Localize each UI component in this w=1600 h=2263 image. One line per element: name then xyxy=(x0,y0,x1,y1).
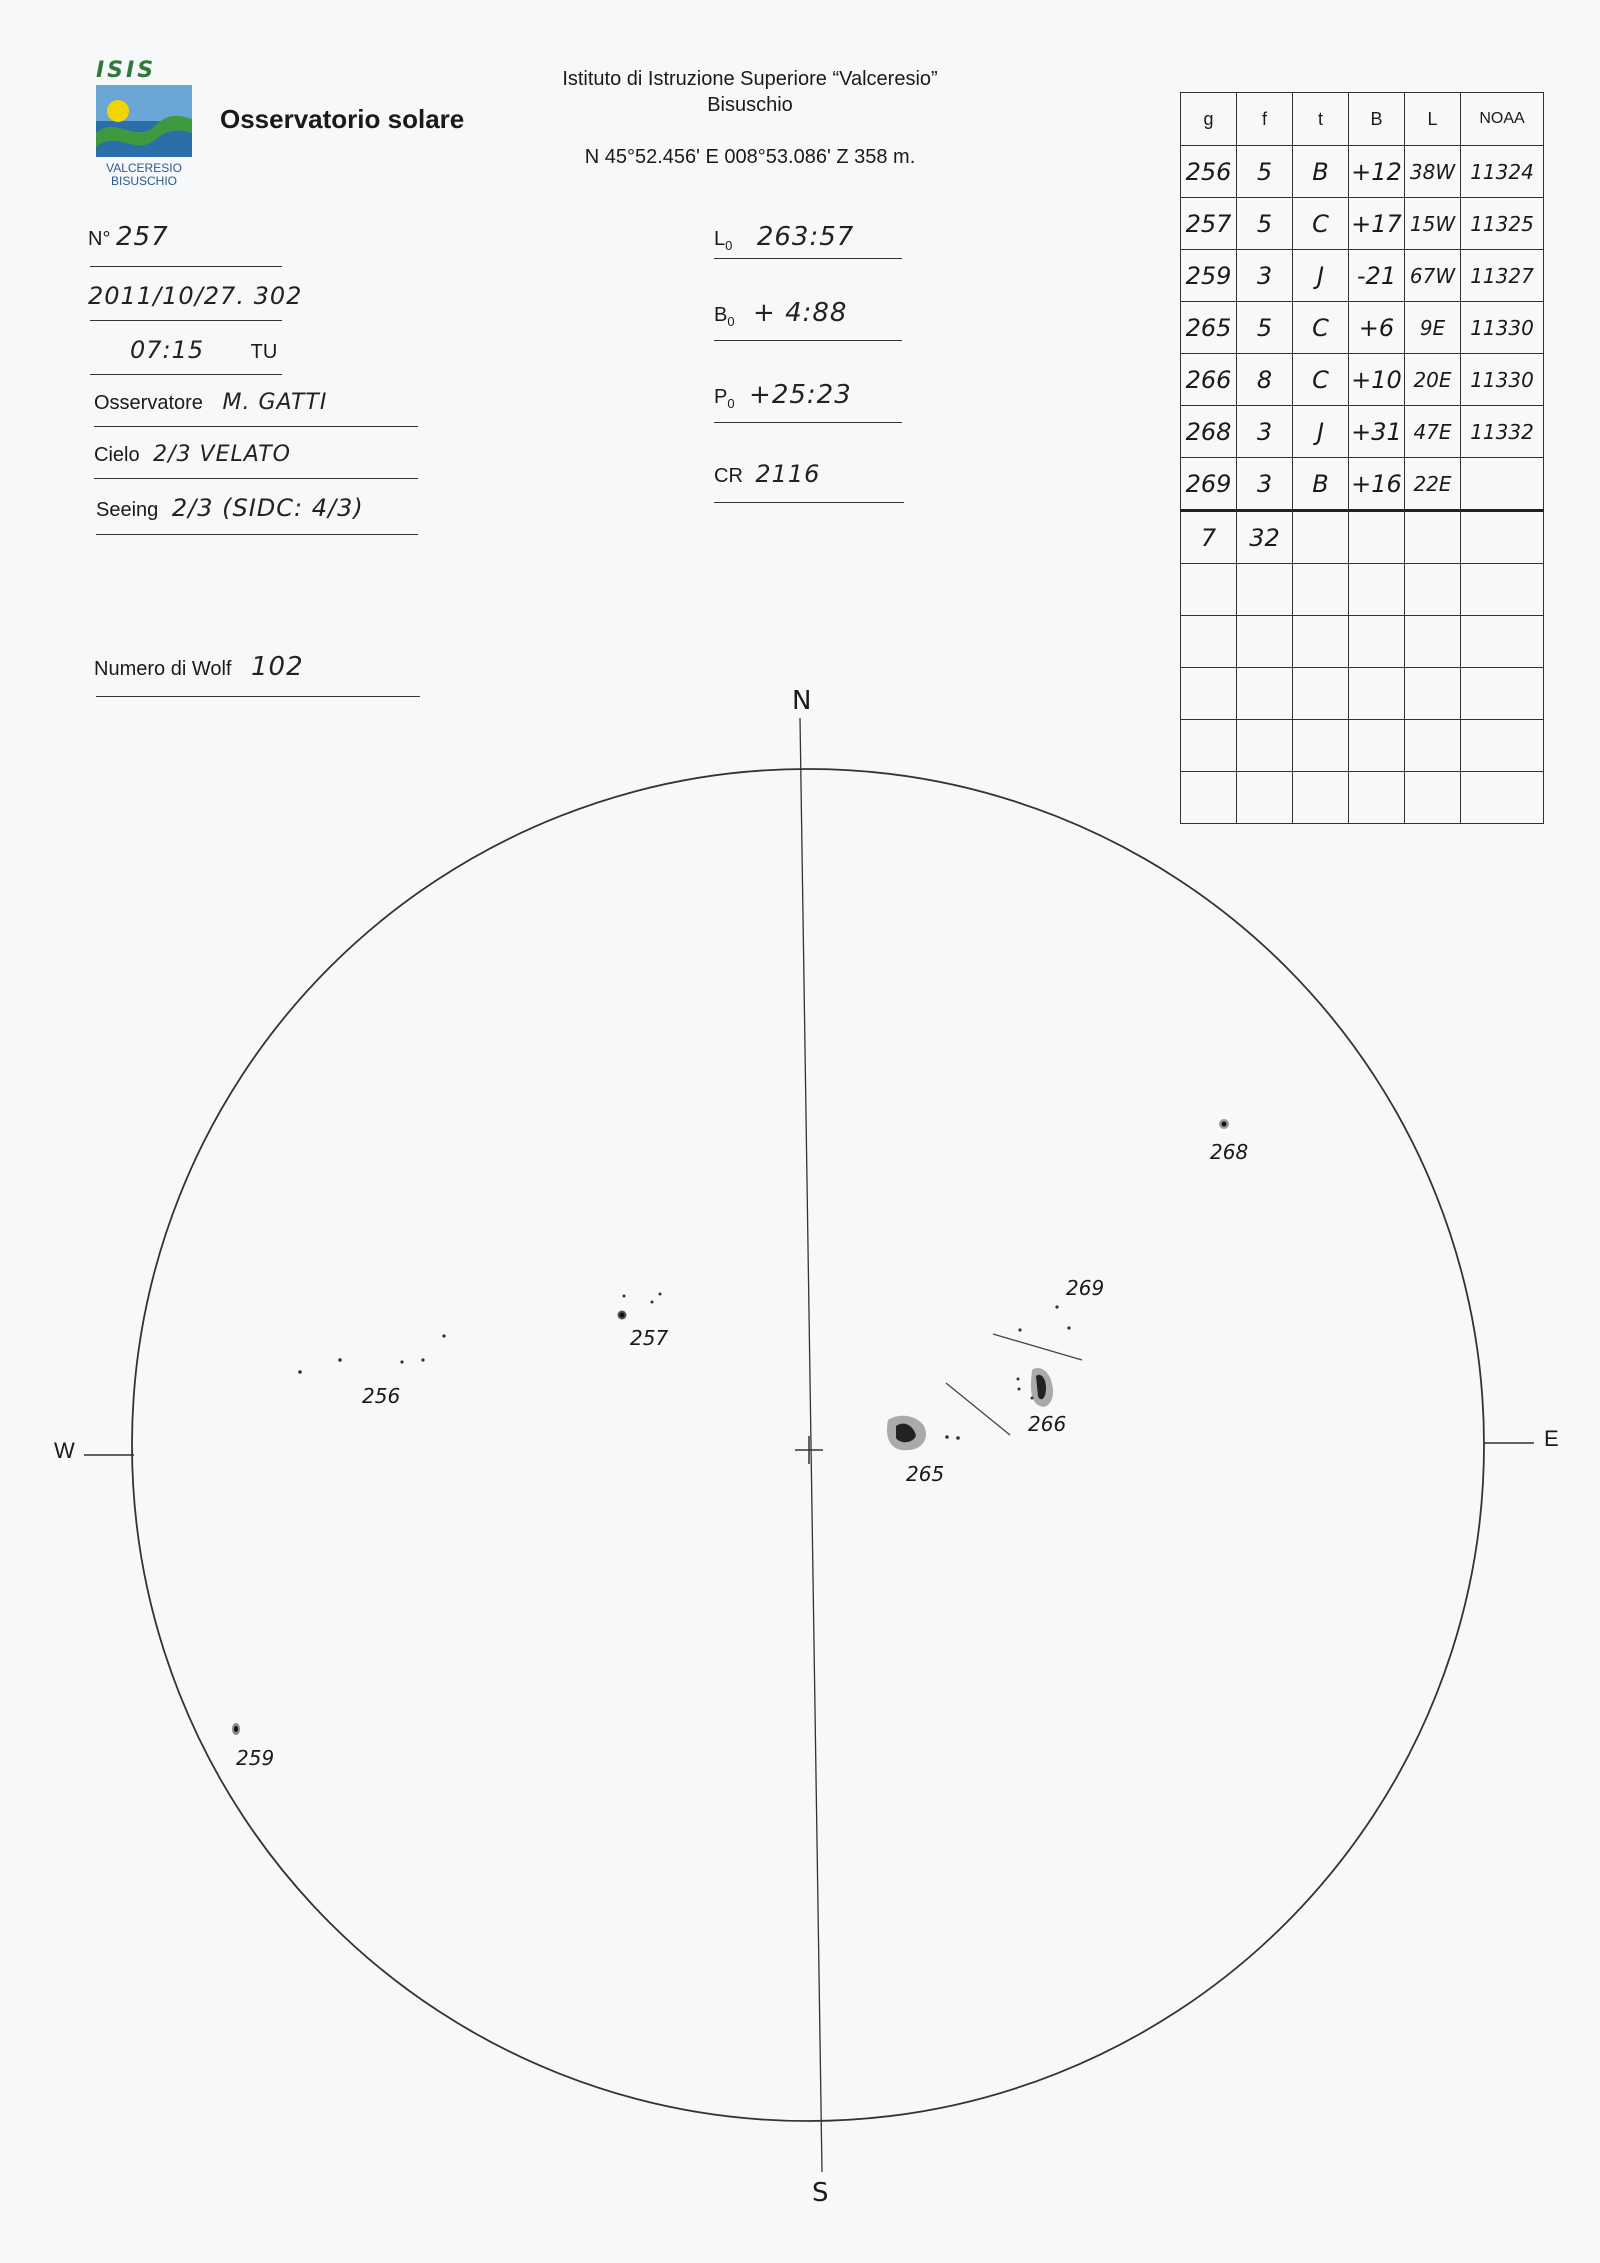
p0-value: +25:23 xyxy=(749,380,852,410)
ns-axis xyxy=(800,718,822,2172)
group-label-265: 265 xyxy=(906,1462,945,1486)
cell-l: 9E xyxy=(1405,302,1461,354)
col-g-header: g xyxy=(1181,93,1237,146)
cell-f: 5 xyxy=(1237,146,1293,198)
group-label-259: 259 xyxy=(236,1746,275,1770)
institute-name: Istituto di Istruzione Superiore “Valceresio” xyxy=(562,68,938,90)
b0-label: $B_0$ xyxy=(714,304,735,329)
sunspot-group-269 xyxy=(1018,1305,1070,1331)
time-unit: TU xyxy=(250,341,278,363)
cell-t: C xyxy=(1293,198,1349,250)
observer-label: Osservatore xyxy=(94,392,203,414)
cell-g: 7 xyxy=(1181,511,1237,564)
cell-t: J xyxy=(1293,250,1349,302)
col-l-header: L xyxy=(1405,93,1461,146)
cell-f: 3 xyxy=(1237,406,1293,458)
cell-g: 266 xyxy=(1181,354,1237,406)
institute-town: Bisuschio xyxy=(707,94,793,116)
group-label-268: 268 xyxy=(1210,1140,1249,1164)
p0-label: $P_0$ xyxy=(714,386,735,411)
col-b-header: B xyxy=(1349,93,1405,146)
cell-b: +31 xyxy=(1349,406,1405,458)
south-label: S xyxy=(812,2178,829,2208)
cell-l: 67W xyxy=(1405,250,1461,302)
cell-f: 32 xyxy=(1237,511,1293,564)
group-label-269: 269 xyxy=(1066,1276,1105,1300)
north-label: N xyxy=(792,686,812,716)
observer-value: M. GATTI xyxy=(222,390,328,415)
sky-value: 2/3 VELATO xyxy=(153,442,291,467)
logo-subtitle-1: VALCERESIO xyxy=(106,161,182,175)
cell-l: 20E xyxy=(1405,354,1461,406)
cell-t: B xyxy=(1293,146,1349,198)
l0-value: 263:57 xyxy=(756,222,855,252)
sunspot-group-257 xyxy=(618,1293,662,1320)
cell-l: 22E xyxy=(1405,458,1461,511)
cell-b: +10 xyxy=(1349,354,1405,406)
group-label-266: 266 xyxy=(1028,1412,1067,1436)
cell-noaa: 11330 xyxy=(1461,354,1544,406)
cell-noaa: 11332 xyxy=(1461,406,1544,458)
wolf-label: Numero di Wolf xyxy=(94,658,232,680)
number-label: N° xyxy=(88,228,111,250)
west-label: W xyxy=(54,1438,75,1463)
logo-subtitle-2: BISUSCHIO xyxy=(110,174,177,188)
east-label: E xyxy=(1544,1426,1559,1451)
sunspot-group-266 xyxy=(1017,1368,1054,1407)
cell-f: 3 xyxy=(1237,250,1293,302)
sunspot-group-268 xyxy=(1219,1119,1229,1129)
group-265-266-separator xyxy=(946,1383,1010,1435)
cell-g: 268 xyxy=(1181,406,1237,458)
number-value: 257 xyxy=(116,222,169,252)
seeing-label: Seeing xyxy=(96,499,159,521)
cell-f: 5 xyxy=(1237,302,1293,354)
cell-g: 259 xyxy=(1181,250,1237,302)
cell-b: -21 xyxy=(1349,250,1405,302)
col-noaa-header: NOAA xyxy=(1461,93,1544,146)
cell-f: 8 xyxy=(1237,354,1293,406)
cell-l: 38W xyxy=(1405,146,1461,198)
group-label-257: 257 xyxy=(630,1326,669,1350)
cr-value: 2116 xyxy=(755,460,821,488)
col-t-header: t xyxy=(1293,93,1349,146)
cell-b: +16 xyxy=(1349,458,1405,511)
observatory-coordinates: N 45°52.456' E 008°53.086' Z 358 m. xyxy=(584,146,916,168)
observatory-title: Osservatorio solare xyxy=(220,104,465,134)
sunspot-group-256 xyxy=(298,1334,445,1373)
group-266-269-separator xyxy=(993,1334,1082,1360)
sunspot-group-259 xyxy=(232,1723,240,1735)
cell-g: 269 xyxy=(1181,458,1237,511)
wolf-value: 102 xyxy=(251,652,304,682)
cell-noaa: 11324 xyxy=(1461,146,1544,198)
cell-t: B xyxy=(1293,458,1349,511)
group-label-256: 256 xyxy=(362,1384,401,1408)
solar-limb xyxy=(132,769,1484,2121)
sky-label: Cielo xyxy=(94,444,140,466)
sunspot-group-265 xyxy=(887,1416,960,1450)
col-f-header: f xyxy=(1237,93,1293,146)
cell-f: 3 xyxy=(1237,458,1293,511)
l0-label: $L_0$ xyxy=(714,228,733,253)
cell-noaa: 11327 xyxy=(1461,250,1544,302)
cell-l: 15W xyxy=(1405,198,1461,250)
cell-g: 257 xyxy=(1181,198,1237,250)
b0-value: + 4:88 xyxy=(753,298,848,328)
cell-g: 265 xyxy=(1181,302,1237,354)
cell-b: +12 xyxy=(1349,146,1405,198)
time-value: 07:15 xyxy=(130,336,205,364)
cell-l: 47E xyxy=(1405,406,1461,458)
cell-t: C xyxy=(1293,302,1349,354)
cr-label: CR xyxy=(714,465,743,487)
cell-noaa: 11325 xyxy=(1461,198,1544,250)
cell-f: 5 xyxy=(1237,198,1293,250)
cell-b: +6 xyxy=(1349,302,1405,354)
date-value: 2011/10/27. 302 xyxy=(88,282,303,310)
cell-noaa: 11330 xyxy=(1461,302,1544,354)
cell-t: J xyxy=(1293,406,1349,458)
seeing-value: 2/3 (SIDC: 4/3) xyxy=(171,494,364,522)
logo-brand: ISIS xyxy=(96,58,157,83)
cell-t: C xyxy=(1293,354,1349,406)
cell-b: +17 xyxy=(1349,198,1405,250)
cell-g: 256 xyxy=(1181,146,1237,198)
